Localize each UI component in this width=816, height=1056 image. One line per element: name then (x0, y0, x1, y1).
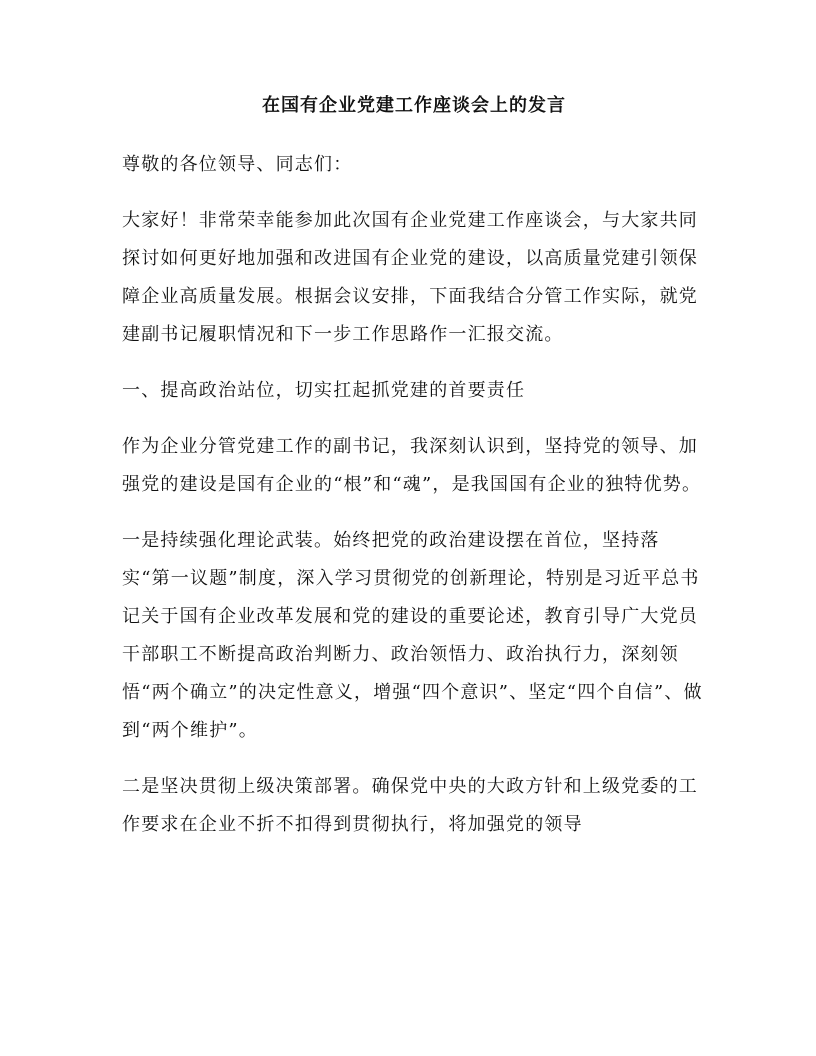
document-body (122, 92, 706, 862)
document-title: 在国有企业党建工作座谈会上的发言 (262, 95, 566, 116)
section-heading-1: 一、提高政治站位，切实扛起抓党建的首要责任 (122, 380, 526, 401)
salutation: 尊敬的各位领导、同志们： (122, 154, 353, 175)
paragraph-opening: 大家好！非常荣幸能参加此次国有企业党建工作座谈会，与大家共同探讨如何更好地加强和改进国有企业党的建设，以高质量党建引领保障企业高质量发展。根据会议安排，下面我结合分管工作实际，就党建副书记履职情况和下一步工作思路作一汇报交流。 (122, 210, 698, 345)
paragraph-theory: 一是持续强化理论武装。始终把党的政治建设摆在首位，坚持落实“第一议题”制度，深入学习贯彻党的创新理论，特别是习近平总书记关于国有企业改革发展和党的建设的重要论述，教育引导广大党员干部职工不断提高政治判断力、政治领悟力、政治执行力，深刻领悟“两个确立”的决定性意义，增强“四个意识”、坚定“四个自信”、做到“两个维护”。 (122, 530, 703, 741)
paragraph-implementation: 二是坚决贯彻上级决策部署。确保党中央的大政方针和上级党委的工作要求在企业不折不扣得到贯彻执行，将加强党的领导 (122, 776, 698, 835)
paragraph-role: 作为企业分管党建工作的副书记，我深刻认识到，坚持党的领导、加强党的建设是国有企业的“根”和“魂”，是我国国有企业的独特优势。 (122, 436, 702, 495)
